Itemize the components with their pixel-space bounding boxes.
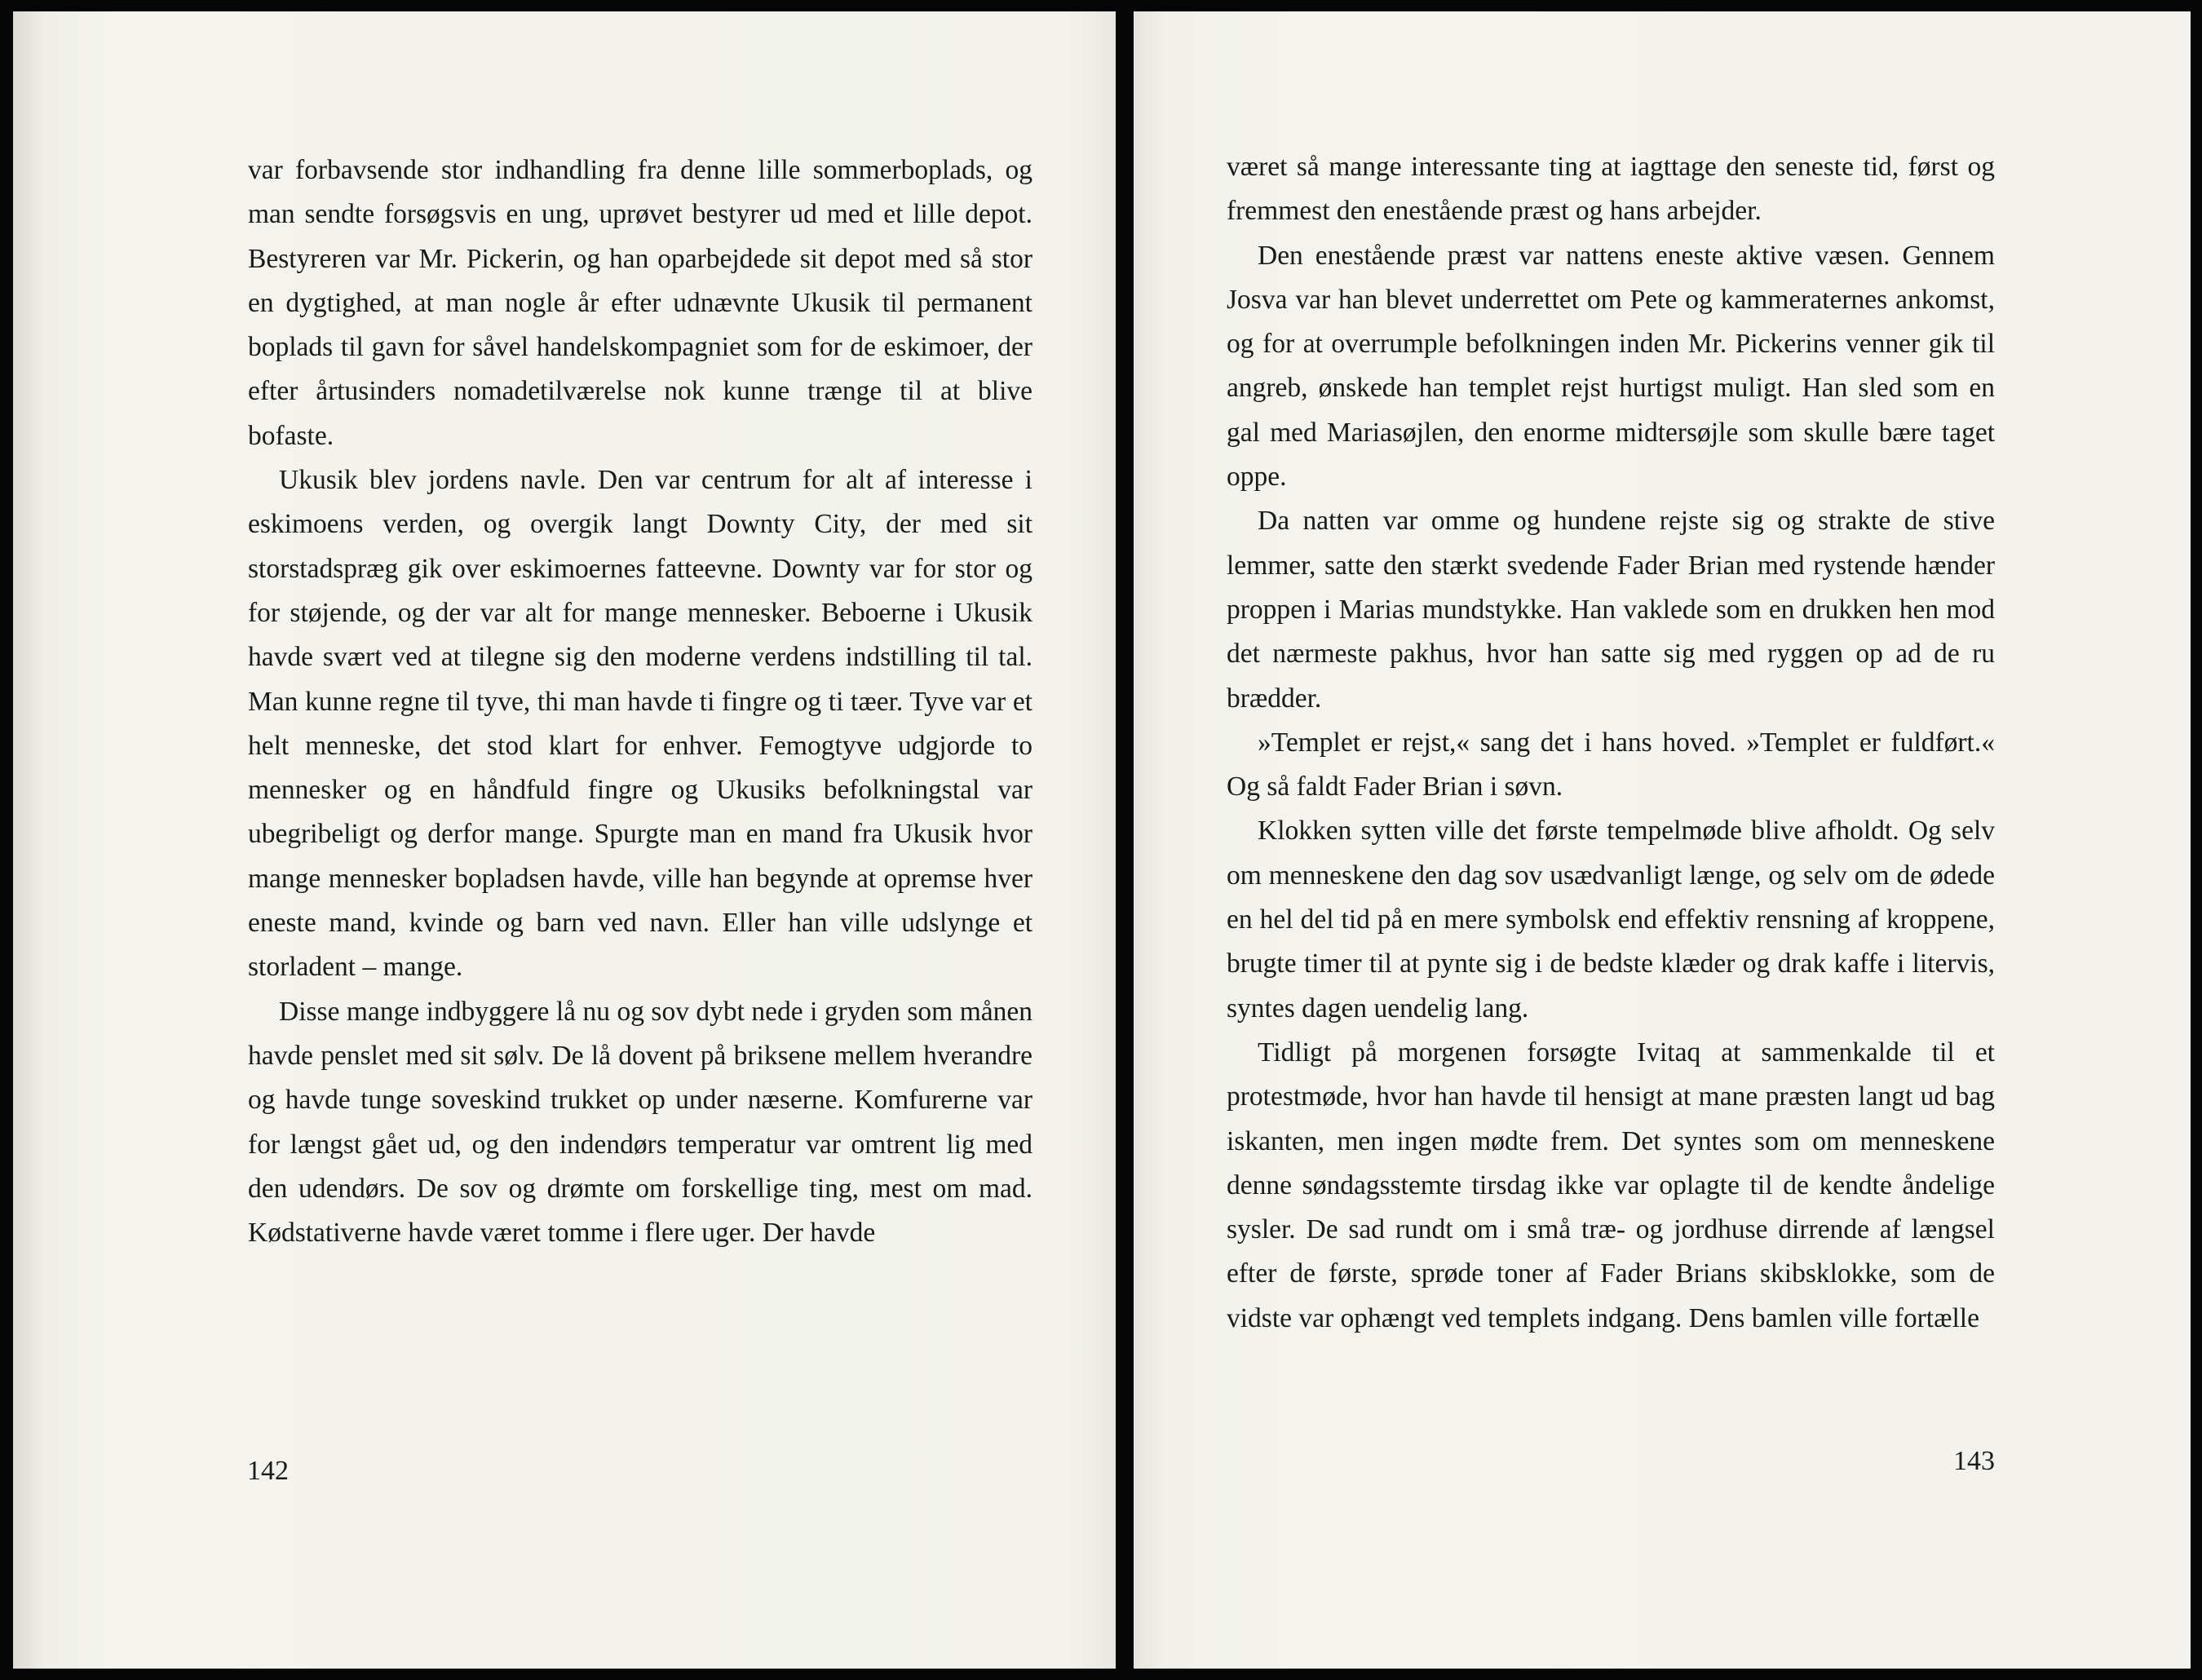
paragraph: Disse mange indbyggere lå nu og sov dybt nede i gryden som månen havde penslet med sit sølv. De lå dovent på briksene mellem hverandre og havde tunge soveskind trukket op under næserne. Komfurerne var for længst gået ud, og den indendørs temperatur var omtrent lig med den udendørs. De sov og drømte om forskellige ting, mest om mad. Kødstativerne havde været tomme i flere uger. Der havde [248, 996, 1032, 1249]
paragraph: Klokken sytten ville det første tempelmøde blive afholdt. Og selv om menneskene den dag sov usædvanligt længe, og selv om de ødede en hel del tid på en mere symbolsk end effektiv rensning af kroppene, brugte timer til at pynte sig i de bedste klæder og drak kaffe i litervis, syntes dagen uendelig lang. [1227, 816, 1995, 1023]
paragraph: Ukusik blev jordens navle. Den var centrum for alt af interesse i eskimoens verden, og overgik langt Downty City, der med sit storstadspræg gik over eskimoernes fatteevne. Downty var for stor og for støjende, og der var alt for mange mennesker. Beboerne i Ukusik havde svært ved at tilegne sig den moderne verdens indstilling til tal. Man kunne regne til tyve, thi man havde ti fingre og ti tæer. Tyve var et helt menneske, det stod klart for enhver. Femogtyve udgjorde to mennesker og en håndfuld fingre og Ukusiks befolkningstal var ubegribeligt og derfor mange. Spurgte man en mand fra Ukusik hvor mange mennesker bopladsen havde, ville han begynde at opremse hver eneste mand, kvinde og barn ved navn. Eller han ville udslynge et storladent – mange. [248, 465, 1032, 983]
paragraph: Tidligt på morgenen forsøgte Ivitaq at sammenkalde til et protestmøde, hvor han havde til hensigt at mane præsten langt ud bag iskanten, men ingen mødte frem. Det syntes som om menneskene denne søndagsstemte tirsdag ikke var oplagte til de kendte åndelige sysler. De sad rundt om i små træ- og jordhuse dirrende af længsel efter de første, sprøde toner af Fader Brians skibsklokke, som de vidste var ophængt ved templets indgang. Dens bamlen ville fortælle [1227, 1037, 1995, 1333]
right-page-text [1227, 145, 1995, 1341]
paragraph: Da natten var omme og hundene rejste sig og strakte de stive lemmer, satte den stærkt svedende Fader Brian med rystende hænder proppen i Marias mundstykke. Han vaklede som en drukken hen mod det nærmeste pakhus, hvor han satte sig med ryggen op ad de ru brædder. [1227, 506, 1995, 714]
page-number: 143 [1953, 1446, 1995, 1476]
paragraph: »Templet er rejst,« sang det i hans hoved. »Templet er fuldført.« Og så faldt Fader Brian i søvn. [1227, 727, 1995, 802]
paragraph: været så mange interessante ting at iagttage den seneste tid, først og fremmest den enestående præst og hans arbejder. [1227, 152, 1995, 227]
page-number: 142 [247, 1456, 289, 1486]
left-page [13, 11, 1116, 1669]
paragraph: Den enestående præst var nattens eneste aktive væsen. Gennem Josva var han blevet underrettet om Pete og kammeraternes ankomst, og for at overrumple befolkningen inden Mr. Pickerins venner gik til angreb, ønskede han templet rejst hurtigst muligt. Han sled som en gal med Mariasøjlen, den enorme midtersøjle som skulle bære taget oppe. [1227, 240, 1995, 493]
paragraph: var forbavsende stor indhandling fra denne lille sommerboplads, og man sendte forsøgsvis en ung, uprøvet bestyrer ud med et lille depot. Bestyreren var Mr. Pickerin, og han oparbejdede sit depot med så stor en dygtighed, at man nogle år efter udnævnte Ukusik til permanent boplads til gavn for såvel handelskompagniet som for de eskimoer, der efter årtusinders nomadetilværelse nok kunne trænge til at blive bofaste. [248, 155, 1032, 451]
right-page [1134, 11, 2191, 1669]
left-page-text [248, 148, 1032, 1255]
